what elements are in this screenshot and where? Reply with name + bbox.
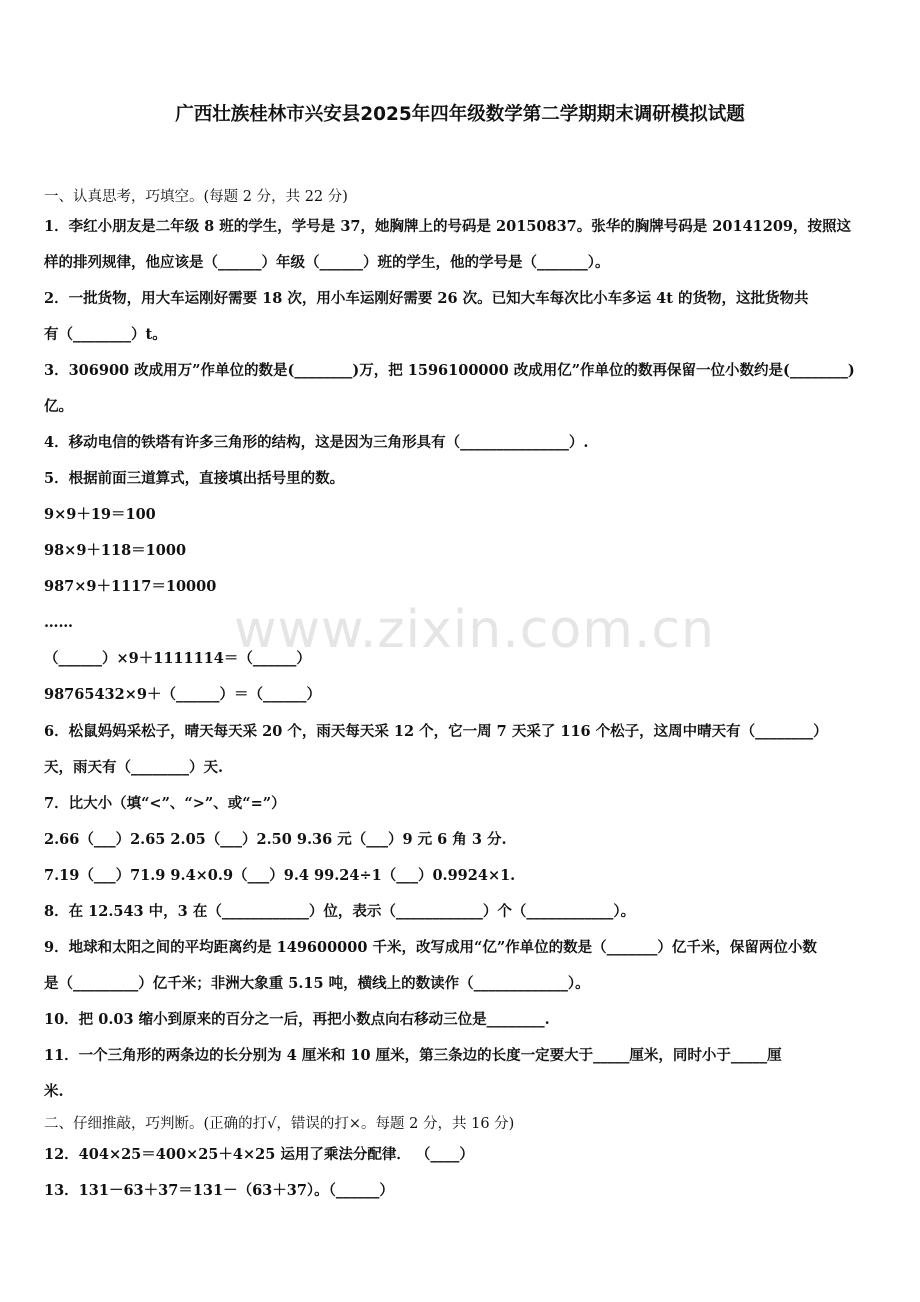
question-1-line-1: 1．李红小朋友是二年级 8 班的学生，学号是 37，她胸牌上的号码是 20150837。张华的胸牌号码是 20141209，按照这 bbox=[44, 218, 852, 235]
question-10: 10．把 0.03 缩小到原来的百分之一后，再把小数点向右移动三位是________. bbox=[44, 1011, 550, 1028]
question-9-line-1: 9．地球和太阳之间的平均距离约是 149600000 千米，改写成用“亿”作单位的数是（_______）亿千米，保留两位小数 bbox=[44, 939, 817, 956]
ellipsis: …… bbox=[44, 614, 73, 631]
question-5-intro: 5．根据前面三道算式，直接填出括号里的数。 bbox=[44, 470, 345, 487]
question-8: 8．在 12.543 中，3 在（____________）位，表示（____________）个（____________）。 bbox=[44, 903, 636, 920]
equation-blank-2: 98765432×9＋（______）＝（______） bbox=[44, 686, 321, 703]
question-4: 4．移动电信的铁塔有许多三角形的结构，这是因为三角形具有（_______________）. bbox=[44, 434, 589, 451]
section-2-heading: 二、仔细推敲，巧判断。(正确的打√，错误的打×。每题 2 分，共 16 分) bbox=[44, 1116, 515, 1132]
equation-blank-1: （______）×9＋1111114＝（______） bbox=[44, 650, 311, 667]
question-9-line-2: 是（_________）亿千米；非洲大象重 5.15 吨，横线上的数读作（_____________）。 bbox=[44, 975, 590, 992]
question-13: 13．131－63＋37＝131－（63＋37）。（______） bbox=[44, 1182, 394, 1199]
question-7-intro: 7．比大小（填“<”、“>”、或“=”） bbox=[44, 795, 286, 812]
question-3-line-2: 亿。 bbox=[44, 398, 73, 415]
question-12: 12．404×25＝400×25＋4×25 运用了乘法分配律． （____） bbox=[44, 1146, 474, 1163]
page-title: 广西壮族桂林市兴安县2025年四年级数学第二学期期末调研模拟试题 bbox=[175, 104, 745, 125]
equation-1: 9×9＋19＝100 bbox=[44, 506, 156, 523]
question-11-line-1: 11．一个三角形的两条边的长分别为 4 厘米和 10 厘米，第三条边的长度一定要大于_____厘米，同时小于_____厘 bbox=[44, 1047, 782, 1064]
watermark: www.zixin.com.cn bbox=[234, 600, 715, 660]
question-7-row-2: 7.19（___）71.9 9.4×0.9（___）9.4 99.24÷1（___）0.9924×1. bbox=[44, 867, 516, 884]
equation-2: 98×9＋118＝1000 bbox=[44, 542, 187, 559]
question-11-line-2: 米. bbox=[44, 1083, 64, 1100]
question-2-line-2: 有（________）t。 bbox=[44, 326, 167, 343]
question-6-line-2: 天，雨天有（________）天. bbox=[44, 759, 224, 776]
question-2-line-1: 2．一批货物，用大车运刚好需要 18 次，用小车运刚好需要 26 次。已知大车每次比小车多运 4t 的货物，这批货物共 bbox=[44, 290, 809, 307]
equation-3: 987×9＋1117＝10000 bbox=[44, 578, 217, 595]
question-7-row-1: 2.66（___）2.65 2.05（___）2.50 9.36 元（___）9 元 6 角 3 分. bbox=[44, 831, 507, 848]
question-3-line-1: 3．306900 改成用万”作单位的数是(________)万，把 1596100000 改成用亿”作单位的数再保留一位小数约是(________) bbox=[44, 362, 855, 379]
question-6-line-1: 6．松鼠妈妈采松子，晴天每天采 20 个，雨天每天采 12 个，它一周 7 天采了 116 个松子，这周中晴天有（________） bbox=[44, 723, 828, 740]
question-1-line-2: 样的排列规律，他应该是（______）年级（______）班的学生，他的学号是（_______）。 bbox=[44, 254, 610, 271]
section-1-heading: 一、认真思考，巧填空。(每题 2 分，共 22 分) bbox=[44, 189, 348, 205]
